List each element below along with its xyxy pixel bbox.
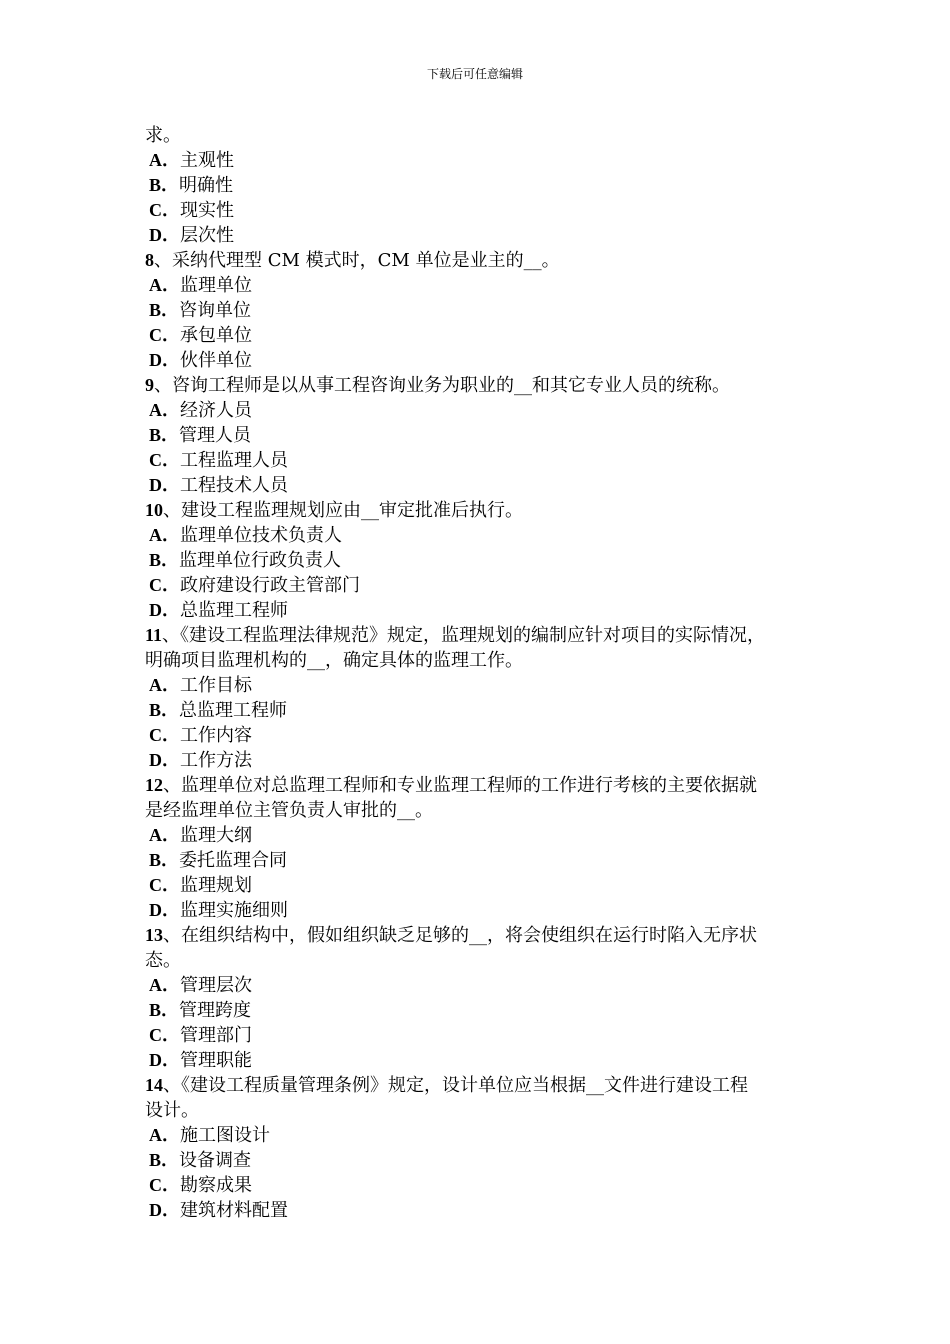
option-text: 政府建设行政主管部门 <box>180 575 360 596</box>
option-text: 经济人员 <box>180 400 252 421</box>
option-text: 委托监理合同 <box>179 850 288 871</box>
question-text: 、《建设工程质量管理条例》规定，设计单位应当根据__文件进行建设工程 <box>163 1075 748 1096</box>
answer-option <box>145 598 825 623</box>
option-text: 建筑材料配置 <box>180 1200 288 1221</box>
option-letter: C． <box>149 200 180 220</box>
option-letter: C． <box>149 325 180 345</box>
answer-option <box>145 1023 825 1048</box>
page-header: 下载后可任意编辑 <box>426 67 523 81</box>
question-number: 14 <box>145 1075 163 1095</box>
option-text: 管理跨度 <box>179 1000 252 1021</box>
answer-option <box>145 573 825 598</box>
option-text: 工作目标 <box>180 675 252 696</box>
option-text: 勘察成果 <box>180 1175 252 1196</box>
question-line <box>145 623 825 648</box>
option-letter: A． <box>149 675 180 695</box>
question-line <box>145 1073 825 1098</box>
option-letter: B． <box>149 300 180 320</box>
answer-option <box>145 848 825 873</box>
question-text: 、采纳代理型 CM 模式时，CM 单位是业主的__。 <box>154 250 560 271</box>
option-letter: A． <box>149 400 180 420</box>
option-text: 管理人员 <box>179 425 252 446</box>
option-text: 总监理工程师 <box>180 600 288 621</box>
question-number: 13 <box>145 925 163 945</box>
text-line <box>145 798 825 823</box>
question-line <box>145 773 825 798</box>
option-text: 现实性 <box>180 200 234 221</box>
option-text: 监理大纲 <box>180 825 252 846</box>
question-text: 、监理单位对总监理工程师和专业监理工程师的工作进行考核的主要依据就 <box>163 775 757 796</box>
continuation-text: 是经监理单位主管负责人审批的__。 <box>145 800 433 821</box>
option-letter: A． <box>149 275 180 295</box>
continuation-text: 求。 <box>145 125 181 146</box>
option-letter: B． <box>149 850 180 870</box>
option-text: 明确性 <box>179 175 234 196</box>
answer-option <box>145 548 825 573</box>
option-text: 管理部门 <box>180 1025 252 1046</box>
answer-option <box>145 198 825 223</box>
question-number: 8 <box>145 250 154 270</box>
option-letter: D． <box>149 600 180 620</box>
question-line <box>145 248 825 273</box>
answer-option <box>145 1148 825 1173</box>
option-text: 监理单位 <box>180 275 252 296</box>
option-text: 总监理工程师 <box>179 700 288 721</box>
answer-option <box>145 823 825 848</box>
answer-option <box>145 973 825 998</box>
answer-option <box>145 1198 825 1223</box>
answer-option <box>145 423 825 448</box>
answer-option <box>145 998 825 1023</box>
option-text: 管理层次 <box>180 975 252 996</box>
answer-option <box>145 873 825 898</box>
answer-option <box>145 698 825 723</box>
option-text: 工作内容 <box>180 725 252 746</box>
question-number: 11 <box>145 625 163 645</box>
question-number: 12 <box>145 775 163 795</box>
answer-option <box>145 223 825 248</box>
option-letter: B． <box>149 700 180 720</box>
option-letter: D． <box>149 475 180 495</box>
answer-option <box>145 748 825 773</box>
option-letter: D． <box>149 750 180 770</box>
answer-option <box>145 273 825 298</box>
option-letter: B． <box>149 175 180 195</box>
question-text: 、建设工程监理规划应由__审定批准后执行。 <box>163 500 523 521</box>
text-line <box>145 948 825 973</box>
answer-option <box>145 448 825 473</box>
option-letter: D． <box>149 900 180 920</box>
option-letter: D． <box>149 350 180 370</box>
document-body <box>145 123 825 1223</box>
option-letter: C． <box>149 450 180 470</box>
answer-option <box>145 398 825 423</box>
answer-option <box>145 1123 825 1148</box>
question-line <box>145 373 825 398</box>
answer-option <box>145 173 825 198</box>
option-letter: D． <box>149 1050 180 1070</box>
option-letter: D． <box>149 1200 180 1220</box>
option-letter: B． <box>149 550 180 570</box>
option-text: 主观性 <box>180 150 234 171</box>
option-letter: A． <box>149 525 180 545</box>
option-letter: C． <box>149 575 180 595</box>
question-line <box>145 923 825 948</box>
option-letter: D． <box>149 225 180 245</box>
text-line <box>145 1098 825 1123</box>
option-letter: A． <box>149 150 180 170</box>
option-text: 监理实施细则 <box>180 900 288 921</box>
answer-option <box>145 898 825 923</box>
answer-option <box>145 148 825 173</box>
question-line <box>145 498 825 523</box>
option-letter: B． <box>149 1150 180 1170</box>
option-text: 监理单位行政负责人 <box>179 550 342 571</box>
option-letter: C． <box>149 875 180 895</box>
option-text: 工作方法 <box>180 750 252 771</box>
answer-option <box>145 348 825 373</box>
option-text: 管理职能 <box>180 1050 252 1071</box>
text-line <box>145 123 825 148</box>
option-letter: B． <box>149 1000 180 1020</box>
option-text: 咨询单位 <box>179 300 252 321</box>
question-number: 9 <box>145 375 154 395</box>
option-letter: C． <box>149 725 180 745</box>
option-text: 承包单位 <box>180 325 252 346</box>
continuation-text: 设计。 <box>145 1100 199 1121</box>
answer-option <box>145 523 825 548</box>
option-text: 监理规划 <box>180 875 252 896</box>
question-text: 、在组织结构中，假如组织缺乏足够的__，将会使组织在运行时陷入无序状 <box>163 925 757 946</box>
text-line <box>145 648 825 673</box>
answer-option <box>145 723 825 748</box>
answer-option <box>145 1048 825 1073</box>
option-text: 工程监理人员 <box>180 450 288 471</box>
question-text: 、《建设工程监理法律规范》规定，监理规划的编制应针对项目的实际情况， <box>162 625 766 646</box>
continuation-text: 态。 <box>145 950 181 971</box>
option-letter: B． <box>149 425 180 445</box>
option-text: 层次性 <box>180 225 234 246</box>
option-text: 施工图设计 <box>180 1125 270 1146</box>
option-letter: C． <box>149 1025 180 1045</box>
answer-option <box>145 298 825 323</box>
answer-option <box>145 1173 825 1198</box>
option-text: 设备调查 <box>179 1150 252 1171</box>
option-letter: A． <box>149 1125 180 1145</box>
continuation-text: 明确项目监理机构的__，确定具体的监理工作。 <box>145 650 523 671</box>
answer-option <box>145 323 825 348</box>
option-text: 伙伴单位 <box>180 350 252 371</box>
answer-option <box>145 673 825 698</box>
question-text: 、咨询工程师是以从事工程咨询业务为职业的__和其它专业人员的统称。 <box>154 375 730 396</box>
option-text: 监理单位技术负责人 <box>180 525 342 546</box>
question-number: 10 <box>145 500 163 520</box>
option-letter: A． <box>149 975 180 995</box>
option-text: 工程技术人员 <box>180 475 288 496</box>
answer-option <box>145 473 825 498</box>
option-letter: A． <box>149 825 180 845</box>
option-letter: C． <box>149 1175 180 1195</box>
